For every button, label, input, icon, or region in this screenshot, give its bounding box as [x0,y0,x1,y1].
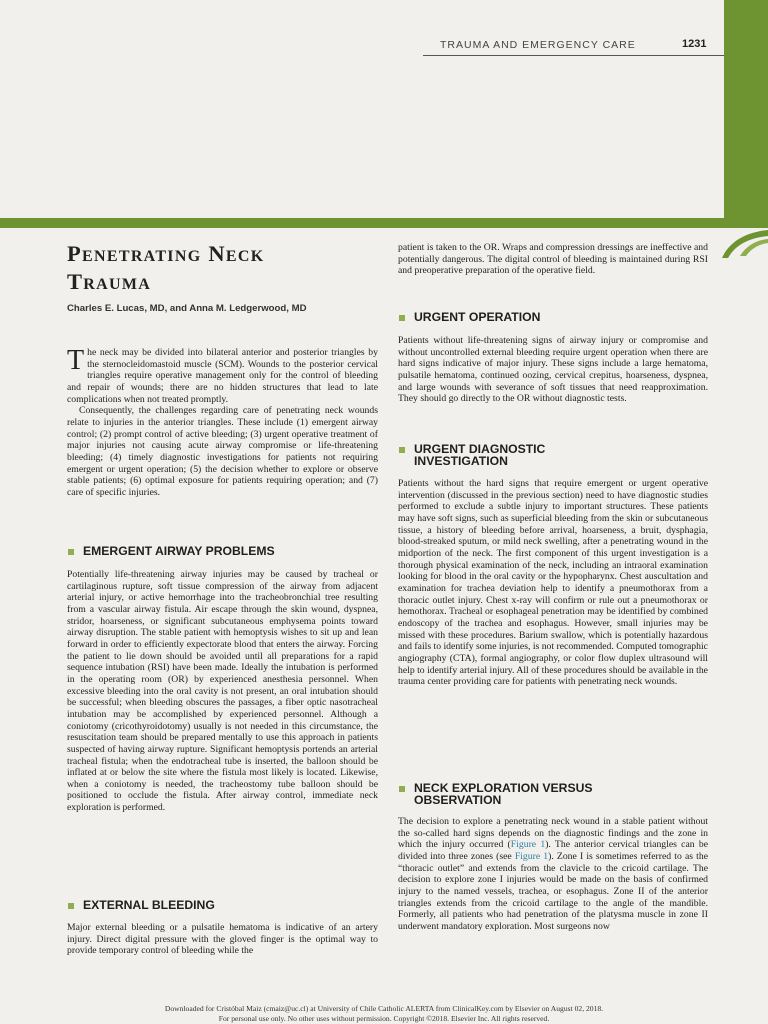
section-urgent-diagnostic [398,443,708,467]
leaf-decoration-icon [700,210,768,260]
section-heading-text: EXTERNAL BLEEDING [83,898,215,912]
drop-cap: T [67,345,85,376]
section-heading [398,443,708,467]
article-authors: Charles E. Lucas, MD, and Anna M. Ledgerwood, MD [67,303,307,314]
section-external-bleeding-body [67,922,378,957]
page-header [0,0,768,220]
section-urgent-diagnostic-body [398,478,708,688]
header-rule [423,55,724,56]
section-urgent-operation [398,311,708,323]
page-number: 1231 [682,38,707,50]
section-heading-text: URGENT DIAGNOSTIC INVESTIGATION [414,442,546,468]
article-title-line2: Trauma [67,269,152,294]
intro-paragraph-1 [67,347,378,405]
intro-paragraph-1-text: he neck may be divided into bilateral anterior and posterior triangles by the sternocleidomastoid muscle (SCM). Wounds to the posterior cervical triangles require operative management only for the control of bleeding and repair of wounds; there are no hidden structures that lead to late complications when not treated promptly. [67,347,378,405]
section-urgent-operation-body [398,335,708,405]
body-paragraph: Patients without the hard signs that require emergent or urgent operative intervention (discussed in the previous section) need to have diagnostic studies performed to exclude a subtle injury to important structures. These patients may have soft signs, such as superficial bleeding from the skin or subcutaneous tissue, a history of bleeding before arrival, hoarseness, a bruit, dysphagia, blood-streaked sputum, or mild neck swelling, after a penetrating wound in the midportion of the neck. The first component of this urgent investigation is a thorough physical examination of the neck, including an intraoral examination looking for blood in the oral cavity or the hypopharynx. Chest auscultation and examination for trachea deviation help to identify a pneumothorax from a thoracic outlet injury. Chest x-ray will confirm or rule out a pneumothorax or hemothorax. Tracheal or esophageal penetration may be identified by combined endoscopy of the trachea and esophagus. However, small injuries may be missed with these procedures. Barium swallow, which is potentially hazardous and fails to identify some injuries, is not recommended. Computed tomographic angiography (CTA), formal angiography, or color flow duplex ultrasound will help to identify arterial injury. All of these procedures should be available in the trauma center providing care for patients with penetrating neck wounds. [398,478,708,688]
bullet-square-icon [68,549,74,555]
body-paragraph: Major external bleeding or a pulsatile hematoma is indicative of an artery injury. Direct digital pressure with the gloved finger is the optimal way to provide temporary control of bleeding while the [67,922,378,957]
intro-block [67,347,378,499]
footer-line-1: Downloaded for Cristóbal Maiz (cmaiz@uc.cl) at University of Chile Catholic ALERTA from ClinicalKey.com by Elsevier on August 02, 2018. [164,1004,604,1013]
section-external-bleeding [67,899,378,911]
figure-1-link[interactable]: Figure 1 [510,839,546,851]
continued-paragraph: patient is taken to the OR. Wraps and compression dressings are ineffective and potentially dangerous. The digital control of bleeding is maintained during RSI and preoperative preparation of the operative field. [398,242,708,277]
section-neck-exploration [398,782,708,806]
section-heading-text: EMERGENT AIRWAY PROBLEMS [83,544,275,558]
body-paragraph: The decision to explore a penetrating neck wound in a stable patient without the so-called hard signs depends on the diagnostic findings and the zone in which the injury occurred (Figure 1). The anterior cervical triangles can be divided into three zones (see Figure 1). Zone I is sometimes referred to as the “thoracic outlet” and extends from the clavicle to the cricoid cartilage. The decision to explore zone I injuries would be made on the basis of confirmed injury to the named vessels, trachea, or esophagus. Zone II of the anterior triangles extends from the cricoid cartilage to the angle of the mandible. Formerly, all patients who had penetration of the platysma muscle in zone II underwent mandatory exploration. Most surgeons now [398,816,708,932]
section-emergent-airway [67,545,378,557]
body-paragraph: Patients without life-threatening signs of airway injury or compromise and without uncontrolled external bleeding require urgent operation when there are hard signs indicative of major injury. These signs include a large hematoma, pulsatile hematoma, continued oozing, cervical crepitus, hoarseness, dyspnea, and large wounds with severance of soft tissues that need reapproximation. They should go directly to the OR without diagnostic tests. [398,335,708,405]
section-heading-text: NECK EXPLORATION VERSUS OBSERVATION [414,781,593,807]
section-color-tab [724,0,768,218]
figure-1-link[interactable]: Figure 1 [514,850,549,862]
section-heading [398,782,708,806]
download-footer [0,1004,768,1024]
running-head: TRAUMA AND EMERGENCY CARE [440,39,636,51]
article-title-line1: Penetrating Neck [67,241,265,266]
section-heading-text: URGENT OPERATION [414,310,541,324]
bullet-square-icon [399,315,405,321]
green-divider-band [0,218,768,228]
bullet-square-icon [68,903,74,909]
section-heading [67,899,378,911]
section-emergent-airway-body [67,569,378,814]
continued-paragraph-block [398,242,708,277]
intro-paragraph-2: Consequently, the challenges regarding care of penetrating neck wounds relate to injuries in the anterior triangles. These include (1) emergent airway control; (2) prompt control of active bleeding; (3) urgent operative treatment of major injuries not causing acute airway compromise or life-threatening bleeding; (4) timely diagnostic investigations for patients not requiring emergent or urgent operation; (5) the decision whether to explore or observe stable patients; (6) optimal exposure for patients requiring operation; and (7) care of specific injuries. [67,405,378,498]
bullet-square-icon [399,786,405,792]
section-heading [398,311,708,323]
article-title [67,240,378,296]
bullet-square-icon [399,447,405,453]
section-heading [67,545,378,557]
body-paragraph: Potentially life-threatening airway injuries may be caused by tracheal or cartilaginous rupture, soft tissue compression of the airway from adjacent arterial injury, or active hemorrhage into the tracheobronchial tree resulting from a vascular airway fistula. Air escape through the skin wound, dyspnea, stridor, hoarseness, or significant subcutaneous emphysema points toward airway disruption. The stable patient with hemoptysis wishes to sit up and lean forward in order to efficiently expectorate blood that enters the airway. Forcing the patient to lie down should be avoided until all preparations for a rapid sequence intubation (RSI) have been made. Ideally the intubation is performed in the operating room (OR) by experienced anesthesia personnel. When excessive bleeding into the oral cavity is not present, an oral intubation should be successful; when bleeding obscures the passages, a fiber optic nasotracheal intubation may be accomplished by experienced personnel. Although a coniotomy (cricothyroidotomy) usually is not needed in this circumstance, the resuscitation team should be prepared mentally to use this approach in patients suspected of having airway rupture. Significant hemoptysis portends an arterial tracheal fistula; when the endotracheal tube is inserted, the balloon should be inflated at or below the site where the fistula most likely is located. Likewise, when a coniotomy is needed, the tracheostomy tube balloon should be positioned to occlude the fistula. After airway control, immediate neck exploration is performed. [67,569,378,814]
section-neck-exploration-body [398,816,708,933]
footer-line-2: For personal use only. No other uses without permission. Copyright ©2018. Elsevier Inc. All rights reserved. [218,1014,550,1023]
